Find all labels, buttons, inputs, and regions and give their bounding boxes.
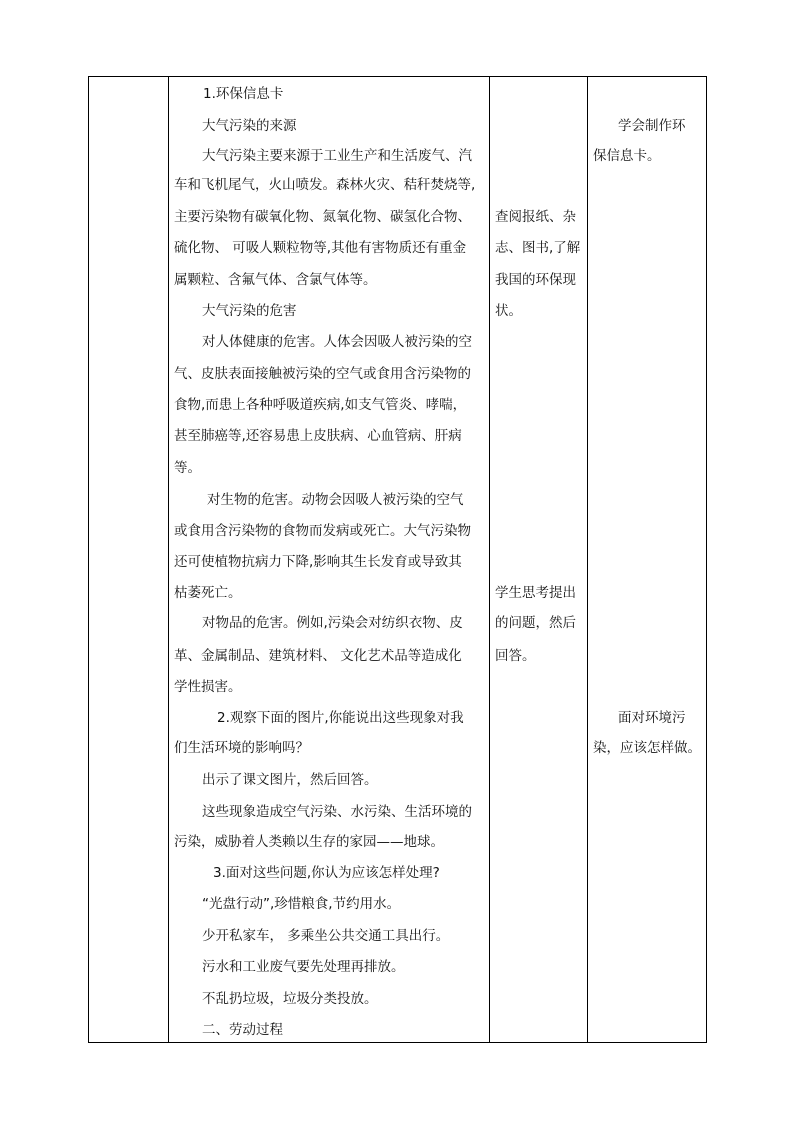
text-line: “光盘行动”,珍惜粮食,节约用水。 — [202, 896, 401, 912]
text-line: 保信息卡。 — [593, 148, 661, 164]
text-line: 对生物的危害。动物会因吸人被污染的空气 — [207, 492, 464, 508]
text-line: 染，应该怎样做。 — [593, 740, 701, 756]
text-line: 学生思考提出 — [495, 585, 576, 601]
text-line: 对物品的危害。例如,污染会对纺织衣物、皮 — [202, 615, 463, 631]
text-line: 二、劳动过程 — [202, 1022, 283, 1038]
text-line: 大气污染的来源 — [202, 118, 297, 134]
text-line: 污水和工业废气要先处理再排放。 — [202, 959, 405, 975]
text-line: 志、图书,了解 — [495, 240, 581, 256]
text-line: 状。 — [495, 303, 522, 319]
text-line: 食物,而患上各种呼吸道疾病,如支气管炎、哮喘， — [174, 397, 467, 413]
text-line: 属颗粒、含氟气体、含氯气体等。 — [174, 272, 377, 288]
teacher-activity-column — [169, 77, 489, 1042]
text-line: 主要污染物有碳氧化物、氮氧化物、碳氢化合物、 — [174, 209, 471, 225]
text-line: 车和飞机尾气，火山喷发。森林火灾、秸秆焚烧等, — [174, 177, 476, 193]
text-line: 少开私家车， 多乘坐公共交通工具出行。 — [202, 928, 450, 944]
lesson-table — [88, 76, 707, 1043]
text-line: 们生活环境的影响吗？ — [174, 740, 309, 756]
design-intent-column — [588, 77, 707, 1042]
text-line: 2.观察下面的图片,你能说出这些现象对我 — [217, 710, 464, 726]
text-line: 还可使植物抗病力下降,影响其生长发育或导致其 — [174, 554, 462, 570]
text-line: 甚至肺癌等,还容易患上皮肤病、心血管病、肝病 — [174, 428, 462, 444]
text-line: 出示了课文图片，然后回答。 — [202, 772, 378, 788]
text-line: 学性损害。 — [174, 679, 242, 695]
text-line: 1.环保信息卡 — [203, 86, 284, 102]
text-line: 的问题，然后 — [495, 615, 576, 631]
text-line: 污染，威胁着人类赖以生存的家园——地球。 — [174, 834, 444, 850]
text-line: 等。 — [174, 460, 201, 476]
text-line: 3.面对这些问题,你认为应该怎样处理? — [213, 865, 440, 881]
text-line: 硫化物、 可吸人颗粒物等,其他有害物质还有重金 — [174, 240, 467, 256]
text-line: 查阅报纸、杂 — [495, 209, 576, 225]
text-line: 面对环境污 — [618, 710, 686, 726]
text-line: 或食用含污染物的食物而发病或死亡。大气污染物 — [174, 523, 471, 539]
text-line: 这些现象造成空气污染、水污染、生活环境的 — [202, 804, 472, 820]
text-line: 对人体健康的危害。人体会因吸人被污染的空 — [202, 334, 472, 350]
text-line: 大气污染的危害 — [202, 303, 297, 319]
text-line: 革、金属制品、建筑材料、 文化艺术品等造成化 — [174, 648, 462, 664]
text-line: 大气污染主要来源于工业生产和生活废气、汽 — [202, 148, 472, 164]
text-line: 学会制作环 — [618, 118, 686, 134]
student-activity-column — [490, 77, 587, 1042]
text-line: 我国的环保现 — [495, 272, 576, 288]
text-line: 回答。 — [495, 648, 536, 664]
text-line: 气、皮肤表面接触被污染的空气或食用含污染物的 — [174, 366, 471, 382]
text-line: 不乱扔垃圾，垃圾分类投放。 — [202, 991, 378, 1007]
text-line: 枯萎死亡。 — [174, 585, 242, 601]
